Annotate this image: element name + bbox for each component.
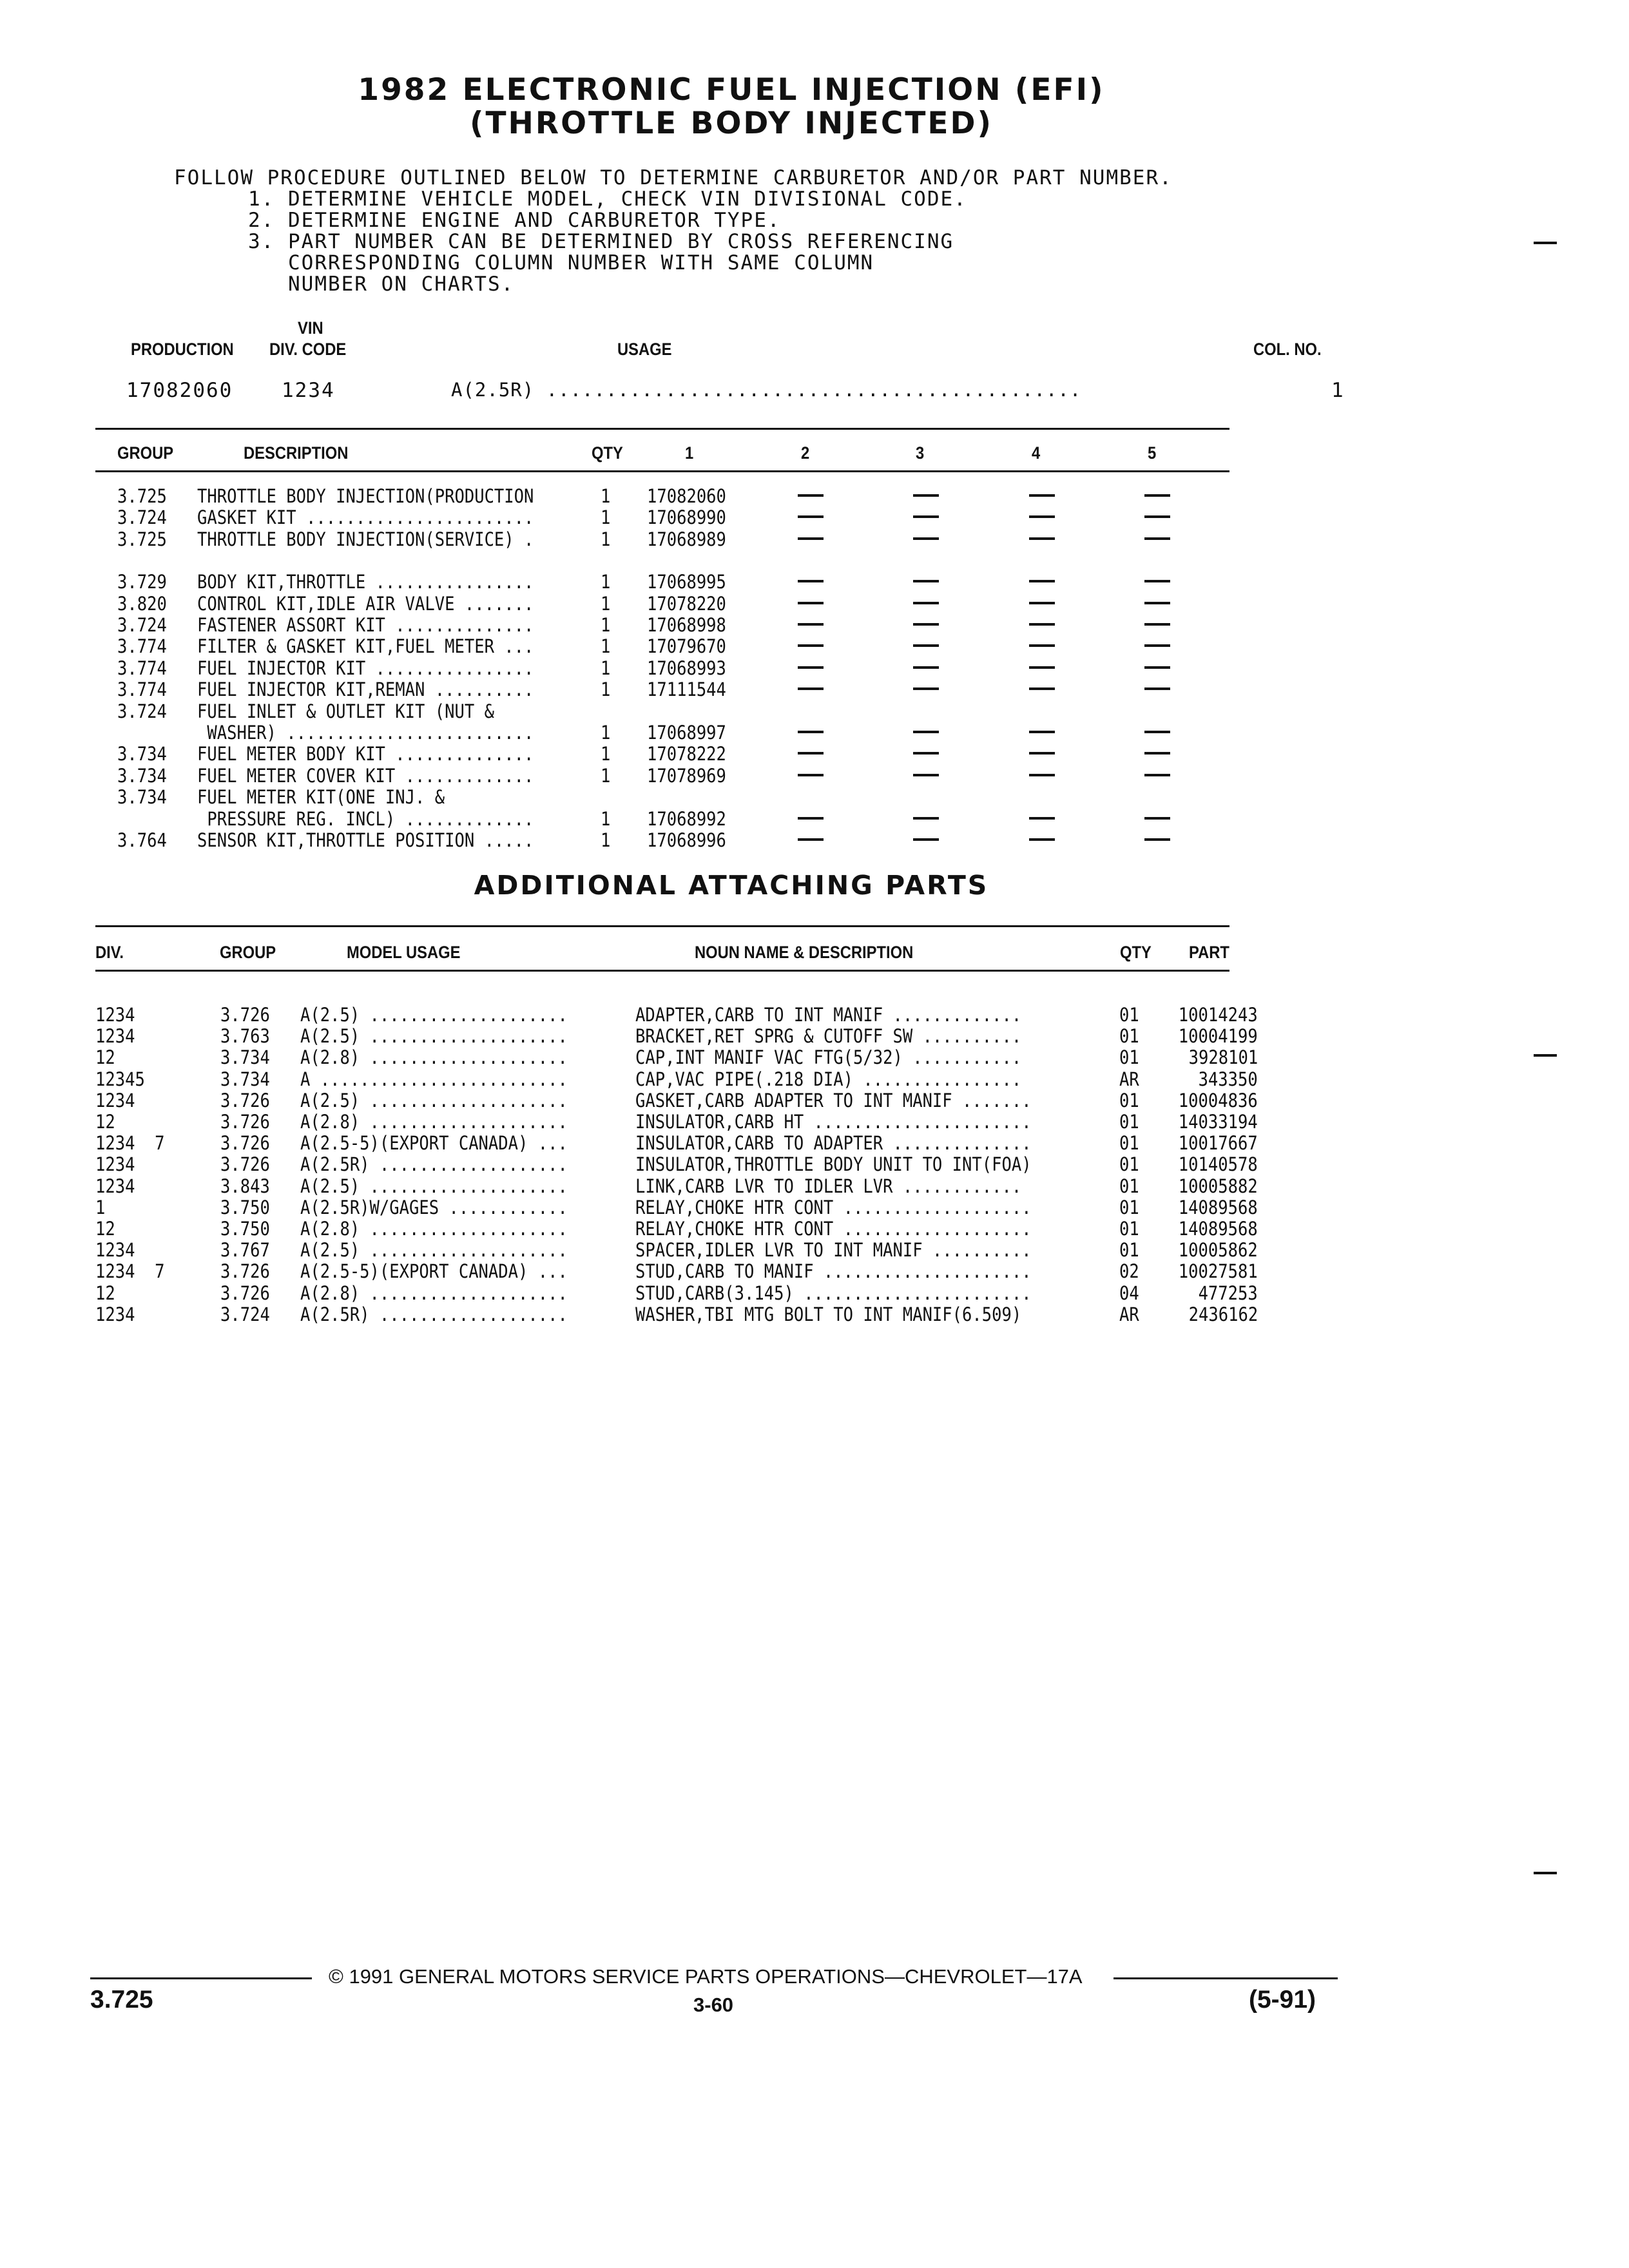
part-qty: 1 (601, 485, 611, 507)
not-applicable-dash (1144, 623, 1170, 626)
not-applicable-dash (913, 580, 939, 582)
additional-qty: 01 (1119, 1239, 1139, 1262)
additional-part-number: 10005882 (1179, 1175, 1258, 1197)
additional-model-usage: A(2.5-5)(EXPORT CANADA) ... (300, 1132, 568, 1155)
additional-group: 3.750 (220, 1218, 270, 1240)
part-number: 17111544 (647, 678, 726, 701)
part-group: 3.820 (117, 592, 167, 615)
additional-div: 12 (95, 1282, 115, 1304)
additional-qty: 01 (1119, 1046, 1139, 1069)
page-subtitle: (THROTTLE BODY INJECTED) (470, 106, 993, 141)
additional-part-number: 10005862 (1179, 1239, 1258, 1262)
additional-qty: 01 (1119, 1132, 1139, 1155)
not-applicable-dash (798, 580, 824, 582)
instructions-intro: FOLLOW PROCEDURE OUTLINED BELOW TO DETERMINE CARBURETOR AND/OR PART NUMBER. (174, 166, 1173, 189)
additional-div: 1234 (95, 1239, 135, 1262)
not-applicable-dash (798, 602, 824, 604)
additional-qty: AR (1119, 1068, 1139, 1090)
additional-noun-description: INSULATOR,THROTTLE BODY UNIT TO INT(FOA) (635, 1153, 1032, 1176)
not-applicable-dash (913, 515, 939, 518)
usage-value: A(2.5R) ............................................. (451, 379, 1082, 401)
not-applicable-dash (913, 537, 939, 540)
additional-model-usage: A(2.8) .................... (300, 1218, 568, 1240)
revision-date: (5-91) (1249, 1986, 1316, 2013)
not-applicable-dash (913, 817, 939, 820)
footer-rule-left (90, 1977, 312, 1979)
additional-qty: 01 (1119, 1004, 1139, 1026)
part-header: PART (1189, 943, 1229, 962)
part-number: 17068996 (647, 829, 726, 851)
additional-model-usage: A(2.5) .................... (300, 1004, 568, 1026)
instruction-line: 3. PART NUMBER CAN BE DETERMINED BY CROSS REFERENCING (248, 230, 954, 253)
not-applicable-dash (1029, 494, 1055, 497)
additional-noun-description: INSULATOR,CARB TO ADAPTER .............. (635, 1132, 1032, 1155)
additional-part-number: 14033194 (1179, 1111, 1258, 1133)
margin-tick (1534, 1054, 1557, 1057)
part-qty: 1 (601, 678, 611, 701)
production-header: PRODUCTION (131, 340, 234, 359)
col-1-header: 1 (685, 443, 694, 463)
not-applicable-dash (1029, 623, 1055, 626)
part-qty: 1 (601, 807, 611, 830)
additional-part-number: 10017667 (1179, 1132, 1258, 1155)
part-number: 17078222 (647, 743, 726, 765)
additional-group: 3.767 (220, 1239, 270, 1262)
not-applicable-dash (913, 731, 939, 733)
part-group: 3.774 (117, 657, 167, 679)
part-description: SENSOR KIT,THROTTLE POSITION ..... (197, 829, 534, 851)
additional-noun-description: STUD,CARB(3.145) ....................... (635, 1282, 1032, 1304)
part-group: 3.729 (117, 571, 167, 593)
part-description: FUEL INLET & OUTLET KIT (NUT & (197, 700, 494, 722)
additional-qty: 01 (1119, 1175, 1139, 1197)
copyright-line: © 1991 GENERAL MOTORS SERVICE PARTS OPERATIONS—CHEVROLET—17A (329, 1965, 1083, 1988)
additional-model-usage: A(2.5R)W/GAGES ............ (300, 1196, 568, 1218)
noun-header: NOUN NAME & DESCRIPTION (695, 943, 914, 962)
additional-group: 3.726 (220, 1153, 270, 1176)
not-applicable-dash (1144, 644, 1170, 647)
additional-div: 12345 (95, 1068, 145, 1090)
additional-part-number: 10004199 (1179, 1025, 1258, 1048)
additional-group: 3.734 (220, 1046, 270, 1069)
additional-noun-description: WASHER,TBI MTG BOLT TO INT MANIF(6.509) (635, 1303, 1022, 1325)
not-applicable-dash (1144, 687, 1170, 690)
page-number: 3-60 (693, 1994, 734, 2016)
instruction-line: 1. DETERMINE VEHICLE MODEL, CHECK VIN DIVISIONAL CODE. (248, 187, 967, 211)
div-header: DIV. (95, 943, 124, 962)
part-description: FUEL INJECTOR KIT ................ (197, 657, 534, 679)
additional-model-usage: A(2.5) .................... (300, 1175, 568, 1197)
part-group: 3.734 (117, 764, 167, 787)
usage-header: USAGE (617, 340, 672, 359)
additional-rule-header (95, 970, 1229, 972)
additional-qty: 01 (1119, 1153, 1139, 1176)
not-applicable-dash (1029, 817, 1055, 820)
additional-noun-description: RELAY,CHOKE HTR CONT ................... (635, 1218, 1032, 1240)
col-no-value: 1 (1331, 379, 1345, 402)
part-description: THROTTLE BODY INJECTION(SERVICE) . (197, 528, 534, 550)
not-applicable-dash (913, 623, 939, 626)
table-rule-top (95, 428, 1229, 430)
description-header: DESCRIPTION (244, 443, 349, 463)
part-number: 17068992 (647, 807, 726, 830)
not-applicable-dash (798, 752, 824, 754)
additional-rule-top (95, 925, 1229, 927)
additional-group: 3.763 (220, 1025, 270, 1048)
not-applicable-dash (913, 602, 939, 604)
additional-model-usage: A(2.5) .................... (300, 1239, 568, 1262)
part-number: 17079670 (647, 635, 726, 658)
not-applicable-dash (1029, 752, 1055, 754)
additional-parts-title: ADDITIONAL ATTACHING PARTS (474, 870, 989, 901)
part-group: 3.725 (117, 528, 167, 550)
additional-group: 3.734 (220, 1068, 270, 1090)
part-group: 3.774 (117, 635, 167, 658)
vin-header: VIN (298, 318, 323, 338)
instruction-line: NUMBER ON CHARTS. (248, 273, 515, 296)
not-applicable-dash (1144, 817, 1170, 820)
additional-noun-description: LINK,CARB LVR TO IDLER LVR ............ (635, 1175, 1022, 1197)
part-description: GASKET KIT ....................... (197, 506, 534, 529)
not-applicable-dash (1144, 752, 1170, 754)
additional-qty: AR (1119, 1303, 1139, 1325)
not-applicable-dash (798, 494, 824, 497)
part-group: 3.734 (117, 743, 167, 765)
not-applicable-dash (1144, 494, 1170, 497)
not-applicable-dash (1144, 731, 1170, 733)
part-qty: 1 (601, 592, 611, 615)
additional-qty: 01 (1119, 1111, 1139, 1133)
additional-part-number: 10014243 (1179, 1004, 1258, 1026)
not-applicable-dash (1144, 580, 1170, 582)
not-applicable-dash (1029, 731, 1055, 733)
not-applicable-dash (1144, 666, 1170, 669)
part-qty: 1 (601, 764, 611, 787)
additional-model-usage: A(2.5) .................... (300, 1089, 568, 1111)
additional-group: 3.726 (220, 1004, 270, 1026)
instruction-line: CORRESPONDING COLUMN NUMBER WITH SAME COLUMN (248, 251, 874, 274)
additional-model-usage: A(2.5) .................... (300, 1025, 568, 1048)
not-applicable-dash (798, 817, 824, 820)
part-description: FASTENER ASSORT KIT .............. (197, 614, 534, 636)
part-qty: 1 (601, 635, 611, 658)
part-description: FUEL INJECTOR KIT,REMAN .......... (197, 678, 534, 701)
part-qty: 1 (601, 743, 611, 765)
additional-div: 1234 (95, 1303, 135, 1325)
part-number: 17068998 (647, 614, 726, 636)
additional-model-usage: A(2.5-5)(EXPORT CANADA) ... (300, 1260, 568, 1283)
additional-div: 12 (95, 1111, 115, 1133)
part-qty: 1 (601, 829, 611, 851)
not-applicable-dash (1029, 602, 1055, 604)
additional-qty: 01 (1119, 1025, 1139, 1048)
section-number: 3.725 (90, 1986, 153, 2013)
qty-header: QTY (592, 443, 623, 463)
page-title: 1982 ELECTRONIC FUEL INJECTION (EFI) (358, 72, 1105, 108)
additional-div: 1234 (95, 1004, 135, 1026)
part-number: 17068989 (647, 528, 726, 550)
additional-div: 1234 (95, 1153, 135, 1176)
not-applicable-dash (1029, 666, 1055, 669)
additional-group: 3.726 (220, 1111, 270, 1133)
additional-div: 1234 (95, 1025, 135, 1048)
part-group: 3.734 (117, 786, 167, 809)
part-number: 17068997 (647, 722, 726, 744)
add-qty-header: QTY (1120, 943, 1152, 962)
additional-div: 12 (95, 1046, 115, 1069)
part-group: 3.724 (117, 700, 167, 722)
not-applicable-dash (798, 623, 824, 626)
col-5-header: 5 (1148, 443, 1157, 463)
additional-noun-description: BRACKET,RET SPRG & CUTOFF SW .......... (635, 1025, 1022, 1048)
part-qty: 1 (601, 571, 611, 593)
additional-group: 3.726 (220, 1132, 270, 1155)
additional-group: 3.843 (220, 1175, 270, 1197)
not-applicable-dash (798, 666, 824, 669)
not-applicable-dash (913, 494, 939, 497)
part-qty: 1 (601, 614, 611, 636)
not-applicable-dash (913, 838, 939, 841)
additional-part-number: 10004836 (1179, 1089, 1258, 1111)
part-description: FUEL METER COVER KIT ............. (197, 764, 534, 787)
additional-group: 3.724 (220, 1303, 270, 1325)
col-4-header: 4 (1032, 443, 1041, 463)
not-applicable-dash (1144, 515, 1170, 518)
additional-qty: 01 (1119, 1218, 1139, 1240)
col-2-header: 2 (801, 443, 810, 463)
part-qty: 1 (601, 528, 611, 550)
additional-model-usage: A(2.8) .................... (300, 1046, 568, 1069)
additional-div: 1234 7 (95, 1132, 165, 1155)
not-applicable-dash (798, 731, 824, 733)
part-group: 3.724 (117, 506, 167, 529)
not-applicable-dash (798, 515, 824, 518)
additional-div: 1234 (95, 1089, 135, 1111)
not-applicable-dash (798, 774, 824, 776)
part-group: 3.725 (117, 485, 167, 507)
part-description: FUEL METER KIT(ONE INJ. & (197, 786, 445, 809)
instruction-line: 2. DETERMINE ENGINE AND CARBURETOR TYPE. (248, 209, 781, 232)
part-description: BODY KIT,THROTTLE ................ (197, 571, 534, 593)
add-group-header: GROUP (220, 943, 276, 962)
additional-noun-description: INSULATOR,CARB HT ...................... (635, 1111, 1032, 1133)
additional-noun-description: STUD,CARB TO MANIF ..................... (635, 1260, 1032, 1283)
additional-part-number: 14089568 (1179, 1196, 1258, 1218)
additional-noun-description: CAP,INT MANIF VAC FTG(5/32) ........... (635, 1046, 1022, 1069)
not-applicable-dash (1029, 515, 1055, 518)
additional-div: 1 (95, 1196, 106, 1218)
additional-div: 1234 (95, 1175, 135, 1197)
additional-noun-description: SPACER,IDLER LVR TO INT MANIF .......... (635, 1239, 1032, 1262)
not-applicable-dash (1144, 602, 1170, 604)
part-group: 3.764 (117, 829, 167, 851)
part-number: 17082060 (647, 485, 726, 507)
additional-noun-description: RELAY,CHOKE HTR CONT ................... (635, 1196, 1032, 1218)
part-number: 17068993 (647, 657, 726, 679)
additional-noun-description: CAP,VAC PIPE(.218 DIA) ................ (635, 1068, 1022, 1090)
not-applicable-dash (913, 666, 939, 669)
not-applicable-dash (1029, 580, 1055, 582)
table-rule-header (95, 470, 1229, 472)
additional-div: 12 (95, 1218, 115, 1240)
additional-qty: 04 (1119, 1282, 1139, 1304)
additional-qty: 01 (1119, 1196, 1139, 1218)
not-applicable-dash (798, 838, 824, 841)
additional-model-usage: A(2.5R) ................... (300, 1153, 568, 1176)
additional-part-number: 3928101 (1188, 1046, 1258, 1069)
part-description: PRESSURE REG. INCL) ............. (197, 807, 534, 830)
additional-group: 3.726 (220, 1089, 270, 1111)
additional-model-usage: A(2.8) .................... (300, 1111, 568, 1133)
margin-tick (1534, 1872, 1557, 1874)
part-description: THROTTLE BODY INJECTION(PRODUCTION (197, 485, 534, 507)
not-applicable-dash (1029, 537, 1055, 540)
part-number: 17068990 (647, 506, 726, 529)
additional-noun-description: GASKET,CARB ADAPTER TO INT MANIF ....... (635, 1089, 1032, 1111)
col-no-header: COL. NO. (1253, 340, 1322, 359)
not-applicable-dash (913, 774, 939, 776)
not-applicable-dash (1144, 838, 1170, 841)
not-applicable-dash (798, 687, 824, 690)
div-code-header: DIV. CODE (269, 340, 347, 359)
part-description: FILTER & GASKET KIT,FUEL METER ... (197, 635, 534, 658)
not-applicable-dash (1144, 774, 1170, 776)
part-number: 17078220 (647, 592, 726, 615)
part-description: FUEL METER BODY KIT .............. (197, 743, 534, 765)
additional-part-number: 14089568 (1179, 1218, 1258, 1240)
part-group: 3.774 (117, 678, 167, 701)
additional-model-usage: A ......................... (300, 1068, 568, 1090)
not-applicable-dash (1029, 687, 1055, 690)
part-description: WASHER) ......................... (197, 722, 534, 744)
margin-tick (1534, 242, 1557, 244)
part-group: 3.724 (117, 614, 167, 636)
additional-part-number: 2436162 (1188, 1303, 1258, 1325)
model-usage-header: MODEL USAGE (347, 943, 461, 962)
not-applicable-dash (798, 537, 824, 540)
group-header: GROUP (117, 443, 174, 463)
additional-part-number: 477253 (1198, 1282, 1258, 1304)
additional-model-usage: A(2.8) .................... (300, 1282, 568, 1304)
additional-div: 1234 7 (95, 1260, 165, 1283)
not-applicable-dash (913, 644, 939, 647)
not-applicable-dash (1144, 537, 1170, 540)
footer-rule-right (1113, 1977, 1338, 1979)
part-number: 17068995 (647, 571, 726, 593)
div-code-value: 1234 (282, 379, 335, 402)
part-number: 17078969 (647, 764, 726, 787)
additional-part-number: 10027581 (1179, 1260, 1258, 1283)
additional-model-usage: A(2.5R) ................... (300, 1303, 568, 1325)
not-applicable-dash (913, 687, 939, 690)
not-applicable-dash (1029, 774, 1055, 776)
not-applicable-dash (913, 752, 939, 754)
not-applicable-dash (1029, 838, 1055, 841)
additional-part-number: 343350 (1198, 1068, 1258, 1090)
not-applicable-dash (798, 644, 824, 647)
additional-qty: 02 (1119, 1260, 1139, 1283)
production-number: 17082060 (126, 379, 233, 402)
additional-noun-description: ADAPTER,CARB TO INT MANIF ............. (635, 1004, 1022, 1026)
part-qty: 1 (601, 657, 611, 679)
part-description: CONTROL KIT,IDLE AIR VALVE ....... (197, 592, 534, 615)
additional-part-number: 10140578 (1179, 1153, 1258, 1176)
part-qty: 1 (601, 506, 611, 529)
col-3-header: 3 (916, 443, 925, 463)
part-qty: 1 (601, 722, 611, 744)
additional-group: 3.726 (220, 1282, 270, 1304)
additional-qty: 01 (1119, 1089, 1139, 1111)
additional-group: 3.750 (220, 1196, 270, 1218)
additional-group: 3.726 (220, 1260, 270, 1283)
not-applicable-dash (1029, 644, 1055, 647)
